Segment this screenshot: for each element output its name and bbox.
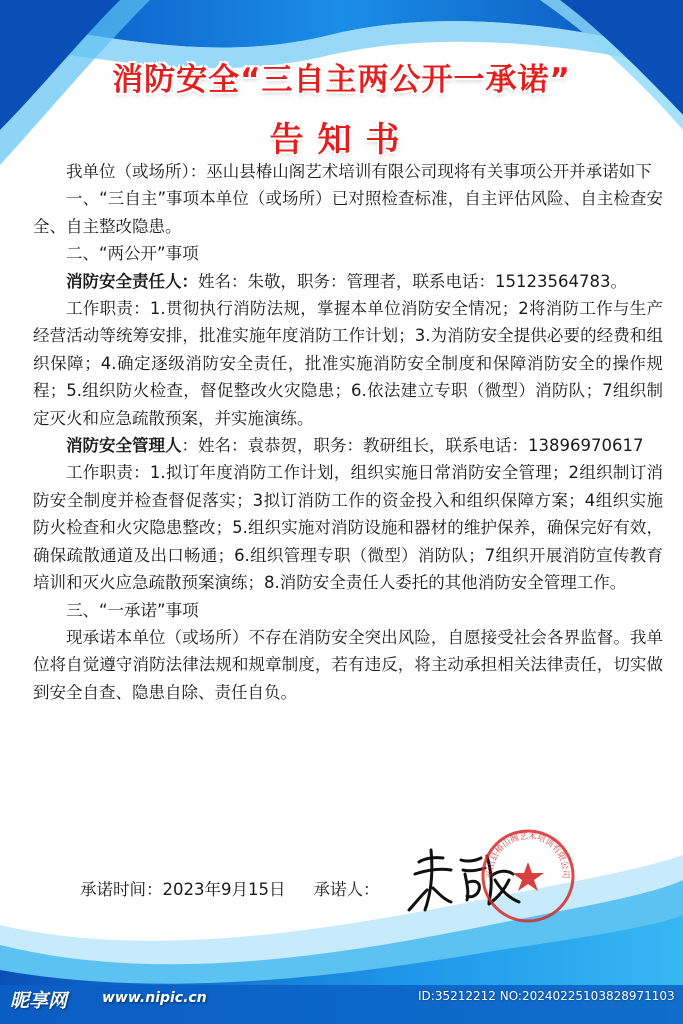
manager-line — [33, 432, 663, 459]
responsible-person-label: 消防安全责任人： — [66, 271, 198, 291]
intro-paragraph: 我单位（或场所）：巫山县椿山阁艺术培训有限公司现将有关事项公开并承诺如下 — [66, 162, 652, 181]
company-seal — [478, 826, 578, 926]
manager-details: ：姓名：袁恭贺，职务：教研组长，联系电话：13896970617 — [181, 436, 644, 456]
document-title: 消防安全“三自主两公开一承诺” — [112, 62, 571, 98]
watermark-logo: 昵享网 — [10, 990, 68, 1012]
manager-duties: 工作职责：1.拟订年度消防工作计划，组织实施日常消防安全管理；2组织制订消防安全制度并检查督促落实；3拟订消防工作的资金投入和组织保障方案；4组织实施防火检查和火灾隐患整改；5.组织实施对消防设施和器材的维护保养，确保完好有效，确保疏散通道及出口畅通；6.组织管理专职（微型）消防队；7组织开展消防宣传教育培训和灭火应急疏散预案演练；8.消防安全责任人委托的其他消防安全管理工作。 — [33, 463, 663, 593]
manager-label: 消防安全管理人 — [66, 436, 182, 456]
svg-text:巫山县椿山阁艺术培训有限公司: 巫山县椿山阁艺术培训有限公司 — [485, 831, 571, 879]
document-subtitle: 告知书 — [269, 120, 414, 160]
notice-body — [33, 158, 663, 706]
responsible-person-details: 姓名：朱敬，职务：管理者，联系电话：15123564783。 — [198, 271, 627, 291]
watermark-id: ID:35212212 NO:20240225103828971103 — [418, 989, 675, 1003]
section3-heading: 三、“一承诺”事项 — [66, 600, 199, 620]
watermark-url: www.nipic.cn — [102, 990, 207, 1006]
signature-row — [80, 876, 380, 900]
responsible-person-duties: 工作职责：1.贯彻执行消防法规，掌握本单位消防安全情况；2将消防工作与生产经营活动等统筹安排，批准实施年度消防工作计划；3.为消防安全提供必要的经费和组织保障；4.确定逐级消防安全责任，批准实施消防安全制度和保障消防安全的操作规程；5.组织防火检查，督促整改火灾隐患；6.依法建立专职（微型）消防队；7组织制定灭火和应急疏散预案，并实施演练。 — [33, 299, 663, 428]
section2-heading: 二、“两公开”事项 — [66, 244, 199, 264]
responsible-person-line — [33, 268, 663, 295]
commitment-paragraph: 现承诺本单位（或场所）不存在消防安全突出风险，自愿接受社会各界监督。我单位将自觉遵守消防法律法规和规章制度，若有违反，将主动承担相关法律责任，切实做到安全自查、隐患自除、责任自负。 — [33, 627, 663, 702]
commitment-date: 2023年9月15日 — [162, 880, 286, 899]
section1-paragraph: 一、“三自主”事项本单位（或场所）已对照检查标准，自主评估风险、自主检查安全、自主整改隐患。 — [33, 189, 663, 236]
date-label: 承诺时间： — [80, 880, 163, 899]
signer-label: 承诺人： — [313, 880, 380, 899]
